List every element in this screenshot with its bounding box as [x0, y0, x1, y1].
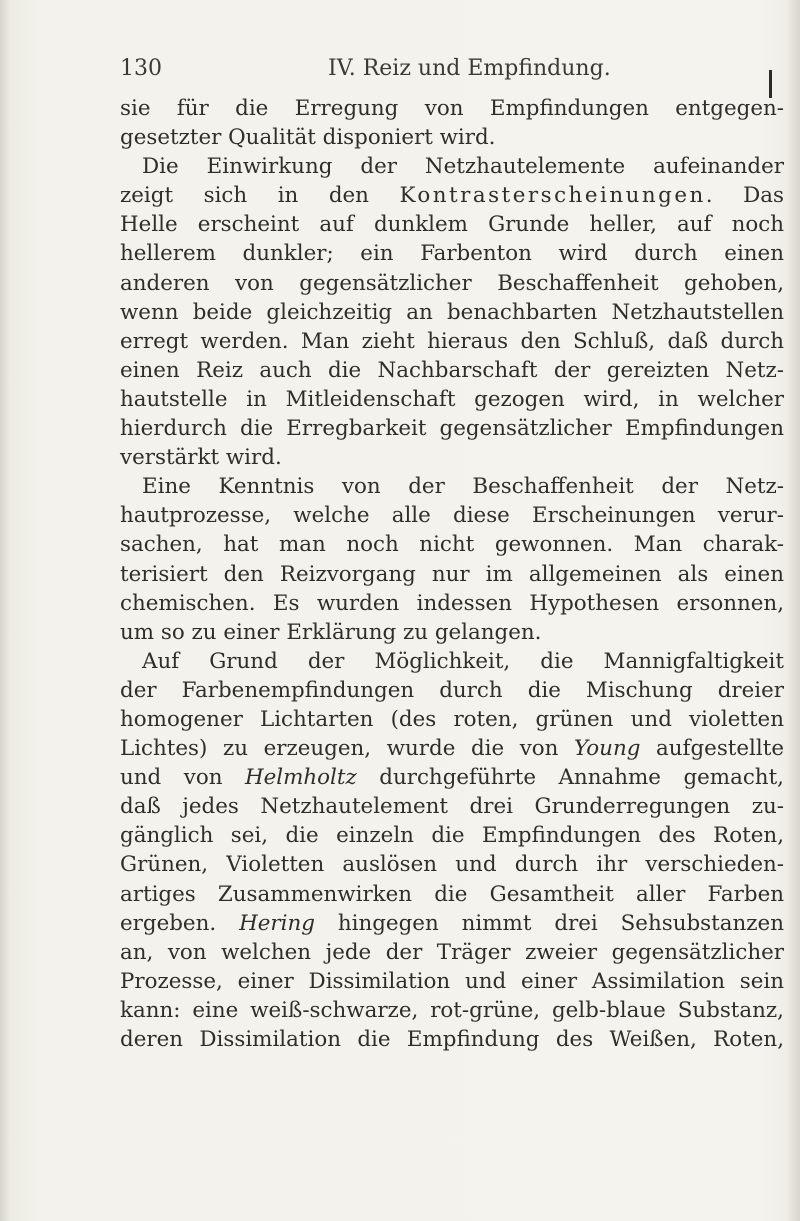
text-line: gesetzter Qualität disponiert wird.: [120, 125, 496, 151]
spaced-term: Kontrasterscheinungen: [399, 183, 706, 209]
text-line: kann: eine weiß-schwarze, rot-grüne, gelb-blaue Substanz,: [120, 997, 784, 1023]
line-segment: und von: [120, 765, 245, 791]
text-line: Die Einwirkung der Netzhautelemente aufeinander: [142, 154, 784, 180]
text-line: der Farbenempfindungen durch die Mischung dreier: [120, 677, 784, 703]
text-line: einen Reiz auch die Nachbarschaft der gereizten Netz-: [120, 357, 784, 383]
line-segment: aufgestellte: [640, 736, 784, 762]
text-line: artiges Zusammenwirken die Gesamtheit aller Farben: [120, 881, 784, 907]
text-line: homogener Lichtarten (des roten, grünen und violetten: [120, 706, 784, 732]
text-line: anderen von gegensätzlicher Beschaffenheit gehoben,: [120, 270, 784, 296]
text-line: [120, 909, 784, 938]
line-segment: zeigt sich in den: [120, 183, 400, 209]
text-line: an, von welchen jede der Träger zweier gegensätzlicher: [120, 939, 784, 965]
body-text: [120, 94, 784, 1054]
italic-name: Helmholtz: [244, 765, 357, 791]
text-line: [120, 763, 784, 792]
text-line: Eine Kenntnis von der Beschaffenheit der Netz-: [142, 474, 784, 500]
line-segment: hingegen nimmt drei Sehsubstanzen: [314, 910, 784, 936]
italic-name: Hering: [239, 910, 315, 936]
text-line: hautprozesse, welche alle diese Erscheinungen verur-: [120, 503, 784, 529]
text-line: sachen, hat man noch nicht gewonnen. Man charak-: [120, 532, 784, 558]
text-line: Helle erscheint auf dunklem Grunde heller, auf noch: [120, 212, 784, 238]
text-line: hautstelle in Mitleidenschaft gezogen wird, in welcher: [120, 386, 784, 412]
text-line: Grünen, Violetten auslösen und durch ihr verschieden-: [120, 852, 784, 878]
text-line: chemischen. Es wurden indessen Hypothesen ersonnen,: [120, 590, 784, 616]
text-line: wenn beide gleichzeitig an benachbarten Netzhautstellen: [120, 299, 784, 325]
text-line: erregt werden. Man zieht hieraus den Schluß, daß durch: [120, 328, 784, 354]
line-segment: Lichtes) zu erzeugen, wurde die von: [120, 736, 575, 762]
text-line: [120, 734, 784, 763]
page-number: 130: [120, 56, 162, 81]
text-line: Prozesse, einer Dissimilation und einer Assimilation sein: [120, 968, 784, 994]
line-segment: . Das: [705, 183, 785, 209]
page-spine-shadow: [786, 0, 800, 1221]
line-segment: durchgeführte Annahme gemacht,: [356, 765, 784, 791]
page-left-edge: [0, 0, 10, 1221]
text-line: deren Dissimilation die Empfindung des Weißen, Roten,: [120, 1027, 784, 1052]
text-line: sie für die Erregung von Empfindungen entgegen-: [120, 96, 784, 121]
running-head: IV. Reiz und Empfindung.: [328, 56, 611, 81]
text-line: terisiert den Reizvorgang nur im allgemeinen als einen: [120, 561, 784, 587]
line-segment: ergeben.: [120, 910, 240, 936]
text-line: daß jedes Netzhautelement drei Grunderregungen zu-: [120, 794, 784, 820]
italic-name: Young: [574, 736, 641, 762]
text-line: um so zu einer Erklärung zu gelangen.: [120, 619, 542, 645]
text-line: [120, 181, 784, 210]
text-line: hellerem dunkler; ein Farbenton wird durch einen: [120, 241, 784, 267]
text-line: verstärkt wird.: [120, 445, 282, 471]
text-line: hierdurch die Erregbarkeit gegensätzlicher Empfindungen: [120, 416, 784, 442]
page-header: [120, 56, 780, 86]
text-line: gänglich sei, die einzeln die Empfindungen des Roten,: [120, 823, 784, 849]
text-line: Auf Grund der Möglichkeit, die Mannigfaltigkeit: [142, 648, 784, 674]
